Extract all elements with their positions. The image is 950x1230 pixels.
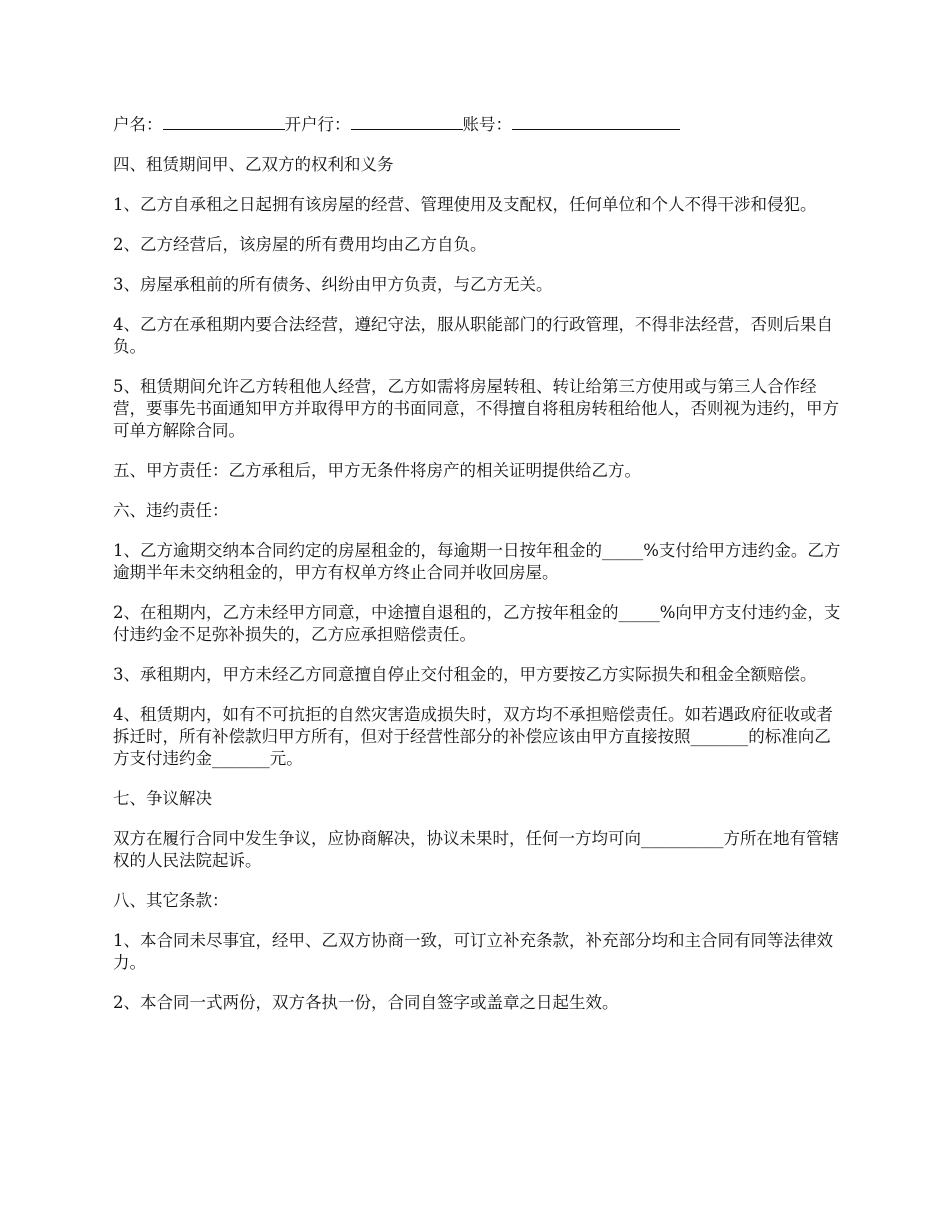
section-dispute-heading: 七、争议解决: [113, 789, 212, 808]
breach-clause-1: 1、乙方逾期交纳本合同约定的房屋租金的，每逾期一日按年租金的_____%支付给甲方违约金。乙方逾期半年未交纳租金的，甲方有权单方终止合同并收回房屋。: [113, 541, 841, 582]
account-name-blank[interactable]: [163, 113, 285, 130]
rights-clause-4: 4、乙方在承租期内要合法经营，遵纪守法，服从职能部门的行政管理，不得非法经营，否则后果自负。: [113, 315, 833, 356]
section-party-a-duty: 五、甲方责任：乙方承租后，甲方无条件将房产的相关证明提供给乙方。: [113, 461, 641, 480]
dispute-clause: 双方在履行合同中发生争议，应协商解决，协议未果时，任何一方均可向__________方所在地有管辖权的人民法院起诉。: [113, 829, 839, 870]
rights-clause-5: 5、租赁期间允许乙方转租他人经营，乙方如需将房屋转租、转让给第三方使用或与第三人合作经营，要事先书面通知甲方并取得甲方的书面同意，不得擅自将租房转租给他人，否则视为违约，甲方可单方解除合同。: [113, 377, 839, 440]
account-info-line: [113, 113, 843, 136]
breach-clause-2: 2、在租期内，乙方未经甲方同意，中途擅自退租的，乙方按年租金的_____%向甲方支付违约金，支付违约金不足弥补损失的，乙方应承担赔偿责任。: [113, 603, 841, 644]
section-rights-heading: 四、租赁期间甲、乙双方的权利和义务: [113, 155, 394, 174]
rights-clause-1: 1、乙方自承租之日起拥有该房屋的经营、管理使用及支配权，任何单位和个人不得干涉和侵犯。: [113, 195, 817, 214]
account-number-label: 账号：: [462, 115, 512, 134]
rights-clause-2: 2、乙方经营后，该房屋的所有费用均由乙方自负。: [113, 235, 487, 254]
bank-blank[interactable]: [351, 113, 463, 130]
other-clause-1: 1、本合同未尽事宜，经甲、乙双方协商一致，可订立补充条款，补充部分均和主合同有同等法律效力。: [113, 931, 833, 972]
other-clause-2: 2、本合同一式两份，双方各执一份，合同自签字或盖章之日起生效。: [113, 993, 619, 1012]
rights-clause-3: 3、房屋承租前的所有债务、纠纷由甲方负责，与乙方无关。: [113, 275, 553, 294]
account-name-label: 户名：: [113, 115, 163, 134]
section-breach-heading: 六、违约责任：: [113, 501, 229, 520]
account-number-blank[interactable]: [512, 113, 680, 130]
breach-clause-4: 4、租赁期内，如有不可抗拒的自然灾害造成损失时，双方均不承担赔偿责任。如若遇政府征收或者拆迁时，所有补偿款归甲方所有，但对于经营性部分的补偿应该由甲方直接按照_______的标准向乙方支付违约金_______元。: [113, 705, 833, 768]
bank-label: 开户行：: [284, 115, 351, 134]
breach-clause-3: 3、承租期内，甲方未经乙方同意擅自停止交付租金的，甲方要按乙方实际损失和租金全额赔偿。: [113, 665, 817, 684]
document-body: [113, 113, 843, 1032]
section-other-heading: 八、其它条款：: [113, 891, 229, 910]
